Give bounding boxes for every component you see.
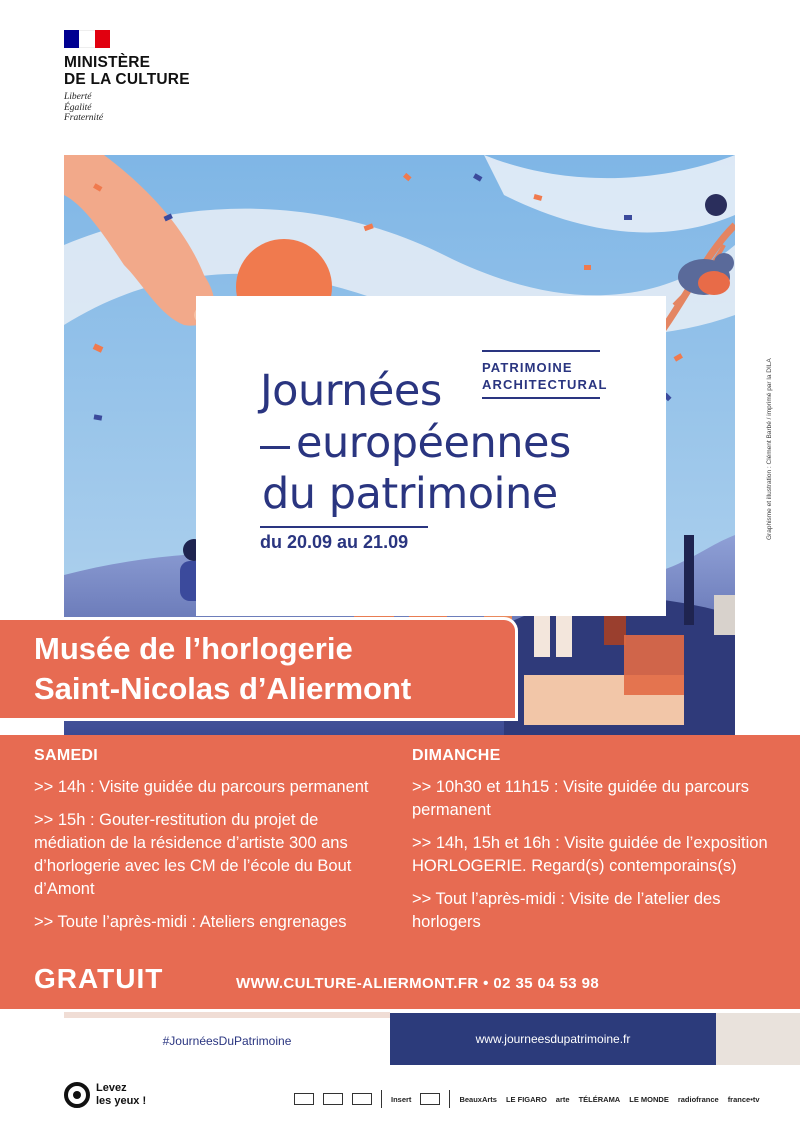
card-rule-bottom xyxy=(260,526,428,528)
title-card xyxy=(196,296,666,616)
partner-logo: Insert xyxy=(391,1094,412,1104)
venue-name: Musée de l’horlogerie xyxy=(34,631,353,666)
ministry-logo xyxy=(64,30,190,124)
sunday-column xyxy=(412,747,772,944)
free-entry-label: GRATUIT xyxy=(34,963,164,994)
republic-motto: Liberté Égalité Fraternité xyxy=(64,92,104,123)
card-rule-top xyxy=(482,350,600,352)
partner-logo: france•tv xyxy=(727,1094,760,1104)
partner-logo: BeauxArts xyxy=(459,1094,497,1104)
program-item: >> 10h30 et 11h15 : Visite guidée du parcours permanent xyxy=(412,778,749,819)
program-block xyxy=(0,735,800,1009)
partner-logo-icon xyxy=(294,1093,314,1105)
footer-tail-strip xyxy=(716,1013,800,1065)
eye-icon xyxy=(64,1082,90,1108)
sunday-heading: DIMANCHE xyxy=(412,747,501,764)
website-link[interactable]: www.journeesdupatrimoine.fr xyxy=(475,1032,631,1046)
partner-logo: arte xyxy=(555,1094,570,1104)
program-item: >> Toute l’après-midi : Ateliers engrenages xyxy=(34,913,347,931)
partner-logo: radiofrance xyxy=(677,1094,719,1104)
saturday-column xyxy=(34,747,394,944)
event-dates: du 20.09 au 21.09 xyxy=(260,532,409,552)
illustration-credit: Graphisme et illustration : Clément Barbé / imprimé par la DILA xyxy=(766,358,773,540)
partner-logo-icon xyxy=(420,1093,440,1105)
title-line-2: européennes xyxy=(296,418,571,468)
partner-logo: LE MONDE xyxy=(629,1094,669,1104)
program-item: >> Tout l’après-midi : Visite de l’atelier des horlogers xyxy=(412,890,721,931)
hashtag-strip xyxy=(64,1018,390,1064)
website-strip xyxy=(390,1013,716,1065)
venue-banner xyxy=(0,617,518,721)
partner-logo: LE FIGARO xyxy=(505,1094,547,1104)
partner-logo-icon xyxy=(323,1093,343,1105)
partner-logo-icon xyxy=(352,1093,372,1105)
saturday-heading: SAMEDI xyxy=(34,747,99,764)
ministry-name: MINISTÈRE DE LA CULTURE xyxy=(64,54,190,88)
hashtag-text[interactable]: #JournéesDuPatrimoine xyxy=(162,1034,292,1048)
levez-les-yeux-logo: Levez les yeux ! xyxy=(64,1082,146,1108)
program-item: >> 15h : Gouter-restitution du projet de médiation de la résidence d’artiste 300 ans d’horlogerie avec les CM de l’école du Bout d’Amont xyxy=(34,811,352,898)
partner-logos xyxy=(294,1090,760,1108)
contact-line[interactable]: WWW.CULTURE-ALIERMONT.FR • 02 35 04 53 98 xyxy=(236,975,600,992)
partner-divider xyxy=(449,1090,450,1108)
title-line-1: Journées xyxy=(260,366,442,416)
program-item: >> 14h, 15h et 16h : Visite guidée de l’exposition HORLOGERIE. Regard(s) contemporains(s) xyxy=(412,834,768,875)
program-item: >> 14h : Visite guidée du parcours permanent xyxy=(34,778,369,796)
title-line-3: du patrimoine xyxy=(262,469,558,519)
title-dash xyxy=(260,446,290,449)
venue-town: Saint-Nicolas d’Aliermont xyxy=(34,671,412,706)
partner-divider xyxy=(381,1090,382,1108)
french-flag-icon xyxy=(64,30,110,48)
partner-logo: TÉLÉRAMA xyxy=(578,1094,621,1104)
card-rule-mid xyxy=(482,397,600,399)
theme-kicker: PATRIMOINE ARCHITECTURAL xyxy=(482,360,608,392)
